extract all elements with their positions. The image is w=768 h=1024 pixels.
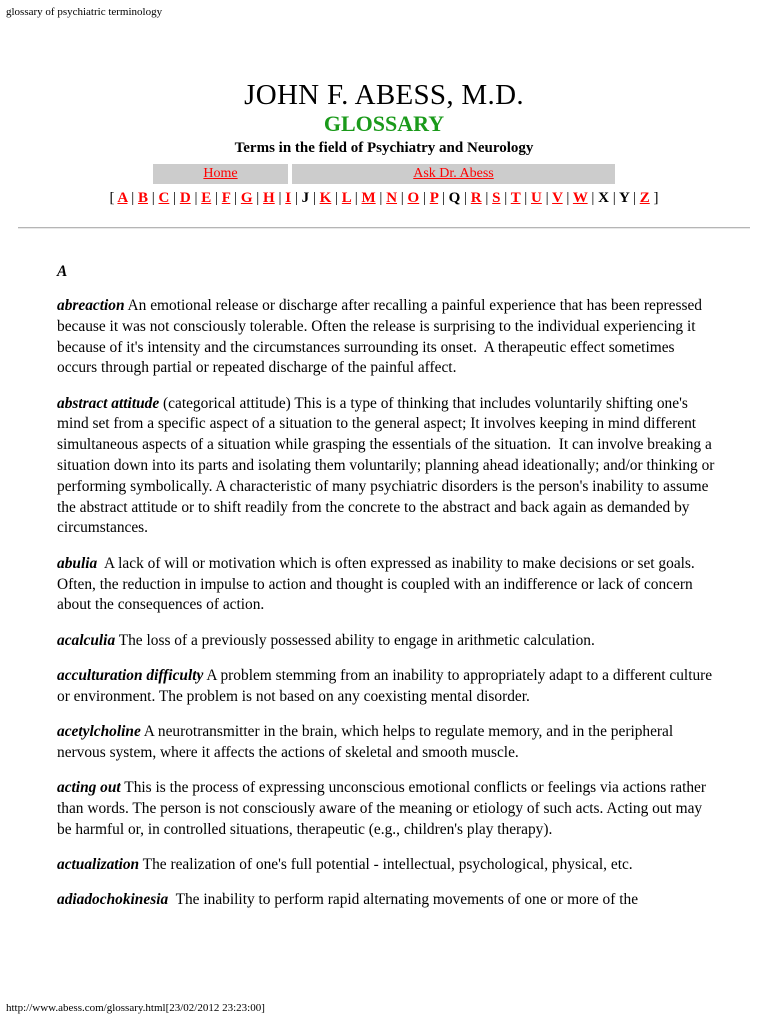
glossary-entry (57, 394, 717, 540)
alphabet-link-w[interactable]: W (572, 190, 588, 206)
alphabet-separator: | (131, 190, 135, 206)
alphabet-separator: | (294, 190, 298, 206)
alphabet-separator: | (545, 190, 549, 206)
alphabet-separator: | (524, 190, 528, 206)
print-footer-url: http://www.abess.com/glossary.html[23/02/2012 23:23:00] (6, 1002, 265, 1014)
alphabet-link-k[interactable]: K (319, 190, 332, 206)
alphabet-link-s[interactable]: S (492, 190, 501, 206)
glossary-entry (57, 855, 717, 876)
glossary-definition: (categorical attitude) This is a type of thinking that includes voluntarily shifting one's mind set from a specific aspect of a situation to the general aspect; It involves keeping in mind different simultaneous aspects of a situation while grasping the essentials of the situation. It can involve breaking a situation down into its parts and isolating them voluntarily; planning ahead ideationally; and/or thinking or performing symbolically. A characteristic of many psychiatric disorders is the person's inability to assume the abstract attitude or to shift readily from the concrete to the abstract and back again as demanded by circumstances. (57, 394, 719, 537)
glossary-content (57, 262, 717, 926)
alphabet-separator: | (354, 190, 358, 206)
alphabet-separator: | (173, 190, 177, 206)
alphabet-separator: | (335, 190, 339, 206)
glossary-definition: The loss of a previously possessed ability to engage in arithmetic calculation. (115, 631, 595, 649)
alphabet-link-v[interactable]: V (552, 190, 563, 206)
alphabet-link-p[interactable]: P (429, 190, 439, 206)
glossary-entry (57, 890, 717, 911)
alphabet-separator: | (422, 190, 426, 206)
alphabet-open-bracket: [ (109, 190, 115, 206)
alphabet-link-d[interactable]: D (179, 190, 191, 206)
glossary-entry (57, 296, 717, 379)
alphabet-separator: | (441, 190, 445, 206)
alphabet-letter-x: X (598, 190, 609, 206)
alphabet-link-c[interactable]: C (158, 190, 170, 206)
alphabet-link-i[interactable]: I (285, 190, 292, 206)
alphabet-link-f[interactable]: F (221, 190, 231, 206)
alphabet-separator: | (214, 190, 218, 206)
alphabet-link-h[interactable]: H (263, 190, 275, 206)
nav-bar (153, 164, 615, 184)
glossary-term: abulia (57, 554, 98, 572)
alphabet-separator: | (591, 190, 595, 206)
alphabet-separator: | (504, 190, 508, 206)
alphabet-link-l[interactable]: L (341, 190, 351, 206)
alphabet-link-e[interactable]: E (201, 190, 212, 206)
alphabet-letter-j: J (301, 190, 310, 206)
glossary-entries (57, 296, 717, 911)
glossary-term: acetylcholine (57, 723, 141, 741)
alphabet-link-r[interactable]: R (470, 190, 482, 206)
alphabet-separator: | (566, 190, 570, 206)
alphabet-link-m[interactable]: M (361, 190, 376, 206)
home-link[interactable]: Home (203, 166, 238, 181)
section-letter: A (57, 263, 68, 280)
glossary-definition: A lack of will or motivation which is often expressed as inability to make decisions or set goals. Often, the reduction in impulse to action and thought is coupled with an indifference or lack of concern about the consequences of action. (57, 554, 699, 614)
alphabet-separator: | (234, 190, 238, 206)
alphabet-link-o[interactable]: O (407, 190, 420, 206)
alphabet-index (0, 188, 768, 208)
glossary-definition: This is the process of expressing unconscious emotional conflicts or feelings via actions rather than words. The person is not consciously aware of the meaning or etiology of such acts. Acting out may be harmful or, in controlled situations, therapeutic (e.g., children's play therapy). (57, 779, 710, 838)
print-header-title: glossary of psychiatric terminology (6, 6, 163, 18)
alphabet-link-a[interactable]: A (117, 190, 128, 206)
nav-cell-ask (292, 164, 615, 184)
glossary-definition: The realization of one's full potential - intellectual, psychological, physical, etc. (139, 856, 633, 874)
alphabet-close-bracket: ] (653, 190, 659, 206)
alphabet-separator: | (278, 190, 282, 206)
alphabet-separator: | (379, 190, 383, 206)
alphabet-separator: | (194, 190, 198, 206)
glossary-definition: An emotional release or discharge after recalling a painful experience that has been repressed because it was not consciously tolerable. Often the release is surprising to the individual experiencing it because of it's intensity and the circumstances surrounding its onset. A therapeutic effect sometimes occurs through partial or repeated discharge of the painful affect. (57, 297, 706, 377)
alphabet-separator: | (256, 190, 260, 206)
alphabet-letter-y: Y (618, 190, 630, 206)
glossary-entry (57, 631, 717, 652)
alphabet-separator: | (612, 190, 616, 206)
glossary-term: abstract attitude (57, 394, 160, 412)
glossary-entry (57, 778, 717, 840)
glossary-term: acalculia (57, 631, 116, 649)
alphabet-letter-q: Q (448, 190, 461, 206)
alphabet-separator: | (400, 190, 404, 206)
glossary-title: GLOSSARY (323, 111, 445, 136)
alphabet-separator: | (151, 190, 155, 206)
glossary-entry (57, 666, 717, 708)
glossary-term: acculturation difficulty (57, 666, 204, 684)
alphabet-link-t[interactable]: T (510, 190, 521, 206)
glossary-term: adiadochokinesia (57, 891, 169, 909)
alphabet-separator: | (632, 190, 636, 206)
alphabet-link-b[interactable]: B (137, 190, 148, 206)
glossary-definition: A neurotransmitter in the brain, which helps to regulate memory, and in the peripheral nervous system, where it affects the actions of skeletal and smooth muscle. (57, 723, 678, 761)
ask-dr-abess-link[interactable]: Ask Dr. Abess (413, 166, 494, 181)
glossary-term: actualization (57, 856, 140, 874)
alphabet-link-n[interactable]: N (386, 190, 398, 206)
nav-cell-home (153, 164, 288, 184)
glossary-term: acting out (57, 779, 121, 797)
alphabet-link-g[interactable]: G (240, 190, 253, 206)
alphabet-link-u[interactable]: U (530, 190, 542, 206)
alphabet-separator: | (312, 190, 316, 206)
alphabet-separator: | (464, 190, 468, 206)
glossary-term: abreaction (57, 297, 125, 314)
glossary-entry (57, 554, 717, 616)
page-subtitle: Terms in the field of Psychiatry and Neurology (234, 140, 534, 156)
alphabet-link-z[interactable]: Z (639, 190, 650, 206)
glossary-definition: The inability to perform rapid alternating movements of one or more of the (168, 891, 639, 909)
site-title: JOHN F. ABESS, M.D. (244, 79, 524, 111)
glossary-entry (57, 722, 717, 764)
horizontal-divider (18, 227, 750, 229)
alphabet-separator: | (485, 190, 489, 206)
glossary-definition: A problem stemming from an inability to appropriately adapt to a different culture or environment. The problem is not based on any coexisting mental disorder. (57, 666, 716, 705)
